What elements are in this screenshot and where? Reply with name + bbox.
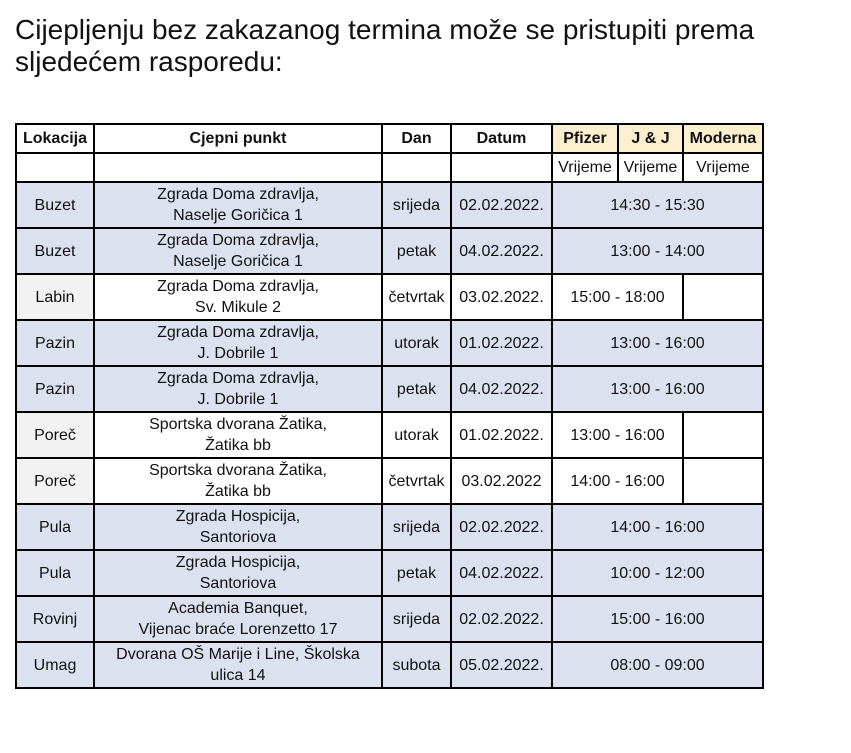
subheader-pfizer-time: Vrijeme bbox=[552, 153, 618, 182]
cell-location: Pula bbox=[16, 504, 94, 550]
cell-time: 10:00 - 12:00 bbox=[552, 550, 763, 596]
cell-point bbox=[94, 504, 382, 550]
point-line: Academia Banquet, bbox=[168, 600, 308, 617]
cell-day: subota bbox=[382, 642, 451, 688]
point-line: Žatika bb bbox=[205, 437, 271, 454]
table-subheader-row bbox=[16, 153, 763, 182]
cell-point bbox=[94, 274, 382, 320]
cell-date: 02.02.2022. bbox=[451, 596, 552, 642]
cell-point bbox=[94, 596, 382, 642]
cell-time: 14:00 - 16:00 bbox=[552, 504, 763, 550]
subheader-jj-time: Vrijeme bbox=[618, 153, 683, 182]
cell-date: 01.02.2022. bbox=[451, 412, 552, 458]
header-jj: J & J bbox=[618, 124, 683, 153]
point-line: Naselje Goričica 1 bbox=[173, 207, 303, 224]
point-line: Zgrada Hospicija, bbox=[175, 508, 301, 525]
cell-empty bbox=[683, 274, 763, 320]
cell-day: utorak bbox=[382, 320, 451, 366]
cell-day: petak bbox=[382, 550, 451, 596]
cell-point bbox=[94, 642, 382, 688]
cell-day: srijeda bbox=[382, 504, 451, 550]
cell-point bbox=[94, 458, 382, 504]
cell-day: četvrtak bbox=[382, 458, 451, 504]
point-line: Zgrada Doma zdravlja, bbox=[157, 232, 319, 249]
cell-location: Pula bbox=[16, 550, 94, 596]
point-line: Sv. Mikule 2 bbox=[195, 299, 281, 316]
cell-date: 03.02.2022. bbox=[451, 274, 552, 320]
cell-date: 02.02.2022. bbox=[451, 182, 552, 228]
cell-date: 05.02.2022. bbox=[451, 642, 552, 688]
subheader-empty bbox=[16, 153, 94, 182]
cell-point bbox=[94, 228, 382, 274]
header-day: Dan bbox=[382, 124, 451, 153]
cell-day: petak bbox=[382, 366, 451, 412]
header-date: Datum bbox=[451, 124, 552, 153]
cell-day: četvrtak bbox=[382, 274, 451, 320]
header-point: Cjepni punkt bbox=[94, 124, 382, 153]
cell-empty bbox=[683, 458, 763, 504]
point-line: Zgrada Hospicija, bbox=[175, 554, 301, 571]
cell-point bbox=[94, 320, 382, 366]
point-line: Zgrada Doma zdravlja, bbox=[157, 186, 319, 203]
cell-empty bbox=[683, 412, 763, 458]
point-line: J. Dobrile 1 bbox=[197, 345, 279, 362]
cell-time: 08:00 - 09:00 bbox=[552, 642, 763, 688]
point-line: Žatika bb bbox=[205, 483, 271, 500]
cell-location: Rovinj bbox=[16, 596, 94, 642]
point-line: Sportska dvorana Žatika, bbox=[149, 462, 327, 479]
point-line: J. Dobrile 1 bbox=[197, 391, 279, 408]
cell-day: petak bbox=[382, 228, 451, 274]
vaccination-schedule-table bbox=[15, 123, 764, 689]
cell-day: srijeda bbox=[382, 596, 451, 642]
point-line: Santoriova bbox=[199, 529, 277, 546]
cell-location: Pazin bbox=[16, 320, 94, 366]
table-row bbox=[16, 274, 763, 320]
subheader-empty bbox=[451, 153, 552, 182]
cell-location: Umag bbox=[16, 642, 94, 688]
header-pfizer: Pfizer bbox=[552, 124, 618, 153]
header-moderna: Moderna bbox=[683, 124, 763, 153]
cell-location: Poreč bbox=[16, 458, 94, 504]
cell-date: 02.02.2022. bbox=[451, 504, 552, 550]
table-row bbox=[16, 182, 763, 228]
cell-point bbox=[94, 366, 382, 412]
table-row bbox=[16, 596, 763, 642]
subheader-empty bbox=[382, 153, 451, 182]
subheader-empty bbox=[94, 153, 382, 182]
table-row bbox=[16, 550, 763, 596]
cell-location: Poreč bbox=[16, 412, 94, 458]
cell-location: Buzet bbox=[16, 182, 94, 228]
cell-day: utorak bbox=[382, 412, 451, 458]
header-location: Lokacija bbox=[16, 124, 94, 153]
cell-point bbox=[94, 550, 382, 596]
cell-time: 13:00 - 16:00 bbox=[552, 366, 763, 412]
cell-time: 13:00 - 14:00 bbox=[552, 228, 763, 274]
subheader-moderna-time: Vrijeme bbox=[683, 153, 763, 182]
point-line: Sportska dvorana Žatika, bbox=[149, 416, 327, 433]
cell-time: 14:30 - 15:30 bbox=[552, 182, 763, 228]
cell-date: 04.02.2022. bbox=[451, 366, 552, 412]
point-line: Zgrada Doma zdravlja, bbox=[157, 278, 319, 295]
point-line: Santoriova bbox=[199, 575, 277, 592]
table-header-row bbox=[16, 124, 763, 153]
cell-point bbox=[94, 182, 382, 228]
cell-time: 13:00 - 16:00 bbox=[552, 412, 683, 458]
cell-point bbox=[94, 412, 382, 458]
cell-time: 13:00 - 16:00 bbox=[552, 320, 763, 366]
table-row bbox=[16, 458, 763, 504]
cell-date: 01.02.2022. bbox=[451, 320, 552, 366]
table-row bbox=[16, 412, 763, 458]
cell-date: 04.02.2022. bbox=[451, 228, 552, 274]
table-row bbox=[16, 642, 763, 688]
point-line: Zgrada Doma zdravlja, bbox=[157, 370, 319, 387]
table-row bbox=[16, 320, 763, 366]
cell-day: srijeda bbox=[382, 182, 451, 228]
cell-date: 04.02.2022. bbox=[451, 550, 552, 596]
cell-location: Labin bbox=[16, 274, 94, 320]
table-row bbox=[16, 366, 763, 412]
point-line: Naselje Goričica 1 bbox=[173, 253, 303, 270]
point-line: Zgrada Doma zdravlja, bbox=[157, 324, 319, 341]
cell-location: Pazin bbox=[16, 366, 94, 412]
table-row bbox=[16, 504, 763, 550]
page-heading: Cijepljenju bez zakazanog termina može se pristupiti prema sljedećem rasporedu: bbox=[15, 14, 755, 77]
cell-time: 14:00 - 16:00 bbox=[552, 458, 683, 504]
cell-time: 15:00 - 16:00 bbox=[552, 596, 763, 642]
point-line: Dvorana OŠ Marije i Line, Školska bbox=[116, 646, 360, 663]
table-row bbox=[16, 228, 763, 274]
point-line: Vijenac braće Lorenzetto 17 bbox=[138, 621, 338, 638]
cell-location: Buzet bbox=[16, 228, 94, 274]
point-line: ulica 14 bbox=[210, 667, 266, 684]
cell-date: 03.02.2022 bbox=[451, 458, 552, 504]
cell-time: 15:00 - 18:00 bbox=[552, 274, 683, 320]
